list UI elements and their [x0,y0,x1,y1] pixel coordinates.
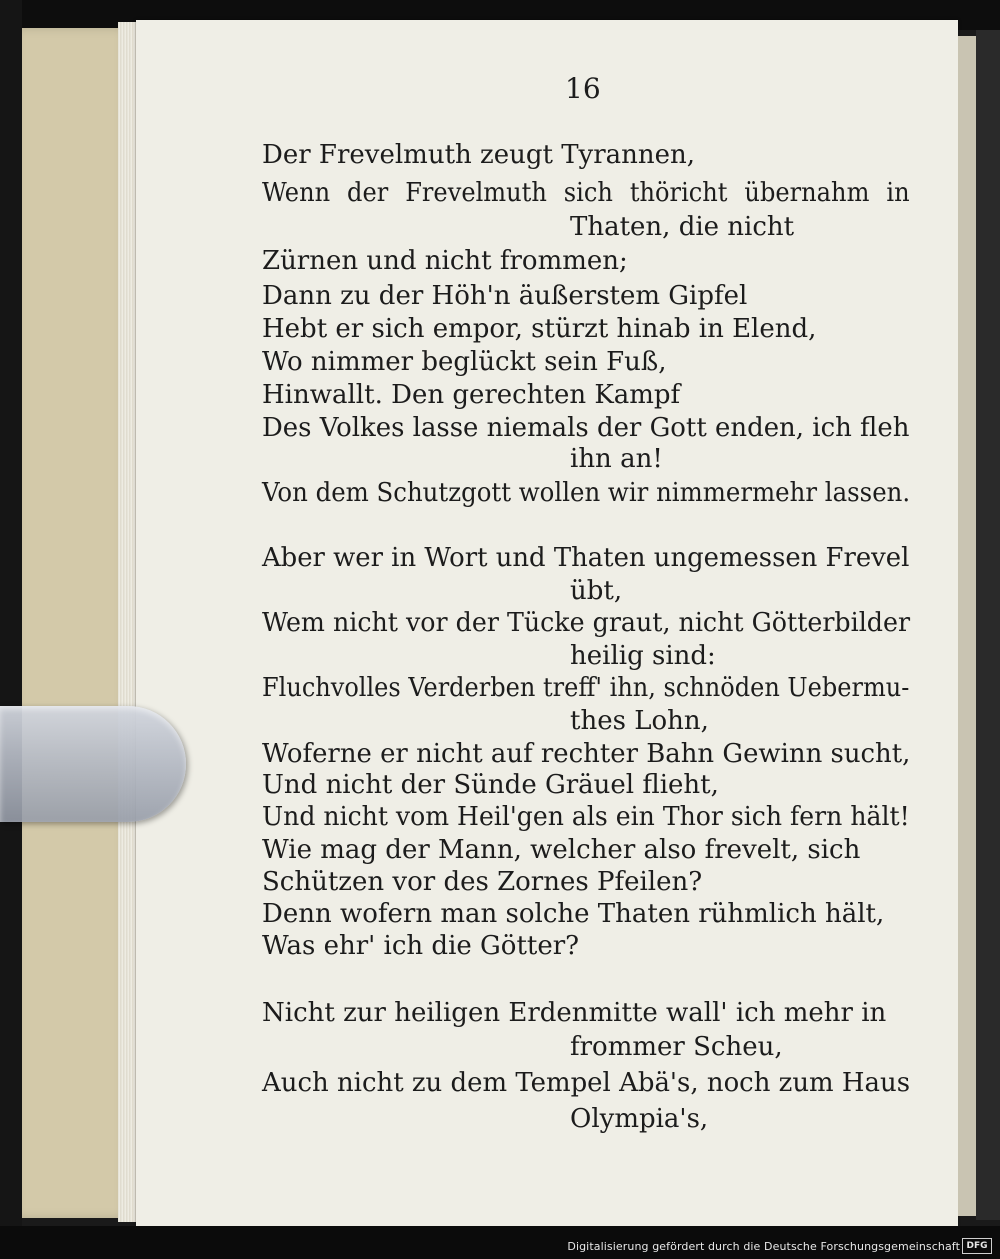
verse-line: ihn an! [570,444,663,474]
verse-line: Wenn der Frevelmuth sich thöricht übernahm in [262,178,910,208]
verse-line: Was ehr' ich die Götter? [262,931,580,961]
verse-line: frommer Scheu, [570,1032,783,1062]
verse-line: Fluchvolles Verderben treff' ihn, schnöden Uebermu- [262,673,910,703]
verse-line: Hebt er sich empor, stürzt hinab in Elend, [262,314,817,344]
verse-line: Wie mag der Mann, welcher also frevelt, sich [262,835,861,865]
verse-line: Dann zu der Höh'n äußerstem Gipfel [262,281,748,311]
next-page-edge [958,36,976,1216]
verse-line: Und nicht der Sünde Gräuel flieht, [262,770,719,800]
verse-line: Denn wofern man solche Thaten rühmlich hält, [262,899,885,929]
verse-line: Auch nicht zu dem Tempel Abä's, noch zum Haus [262,1068,911,1098]
verse-line: Nicht zur heiligen Erdenmitte wall' ich mehr in [262,998,887,1028]
verse-line: Olympia's, [570,1104,709,1134]
verse-line: Zürnen und nicht frommen; [262,246,628,276]
page-number: 16 [565,72,601,105]
verse-line: Aber wer in Wort und Thaten ungemessen Frevel [262,543,910,573]
verse-line: Woferne er nicht auf rechter Bahn Gewinn sucht, [262,739,911,769]
verse-line: Wo nimmer beglückt sein Fuß, [262,347,667,377]
verse-line: thes Lohn, [570,706,709,736]
dfg-logo: DFG [962,1238,992,1254]
facing-page-edge [22,28,130,1218]
page-clip [0,706,186,822]
scan-background-right [976,30,1000,1220]
verse-line: Der Frevelmuth zeugt Tyrannen, [262,140,696,170]
verse-line: Hinwallt. Den gerechten Kampf [262,380,681,410]
digitization-credit: Digitalisierung gefördert durch die Deutsche Forschungsgemeinschaft [567,1240,960,1253]
verse-line: Und nicht vom Heil'gen als ein Thor sich fern hält! [262,802,910,832]
verse-line: Thaten, die nicht [570,212,795,242]
scan-background-left [0,0,22,1259]
verse-line: übt, [570,576,623,606]
verse-line: Schützen vor des Zornes Pfeilen? [262,867,703,897]
verse-line: Von dem Schutzgott wollen wir nimmermehr lassen. [262,478,911,508]
verse-line: Wem nicht vor der Tücke graut, nicht Götterbilder [262,608,911,638]
verse-line: Des Volkes lasse niemals der Gott enden, ich fleh [262,413,910,443]
verse-line: heilig sind: [570,641,716,671]
